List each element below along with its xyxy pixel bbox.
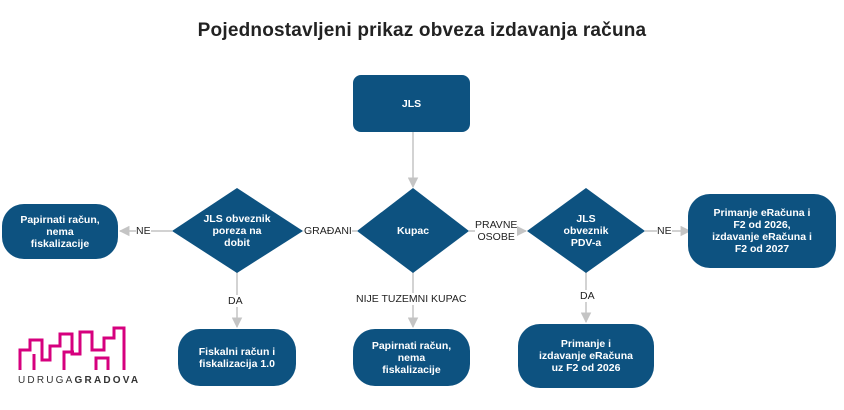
udruga-gradova-logo [16, 324, 136, 374]
edge-label-ne-left: NE [136, 225, 151, 237]
edge-label-ne-right: NE [657, 225, 672, 237]
decision-jls-pdv-label: JLS obveznik PDV-a [563, 213, 609, 249]
node-left-result: Papirnati račun, nema fiskalizacije [2, 204, 118, 259]
node-primanje-izdavanje: Primanje i izdavanje eRačuna uz F2 od 2026 [518, 324, 654, 388]
edge-label-pravne-osobe: PRAVNE OSOBE [475, 219, 518, 243]
edge-label-nije-tuzemni: NIJE TUZEMNI KUPAC [356, 293, 467, 305]
logo-text-part1: UDRUGA [18, 375, 75, 386]
node-fiskalni: Fiskalni račun i fiskalizacija 1.0 [178, 329, 296, 386]
logo-text [18, 375, 140, 386]
node-jls: JLS [353, 75, 470, 132]
edge-label-da-right: DA [580, 290, 595, 302]
edge-label-gradjani: GRAĐANI [304, 225, 352, 237]
edge-label-da-left: DA [228, 295, 243, 307]
decision-kupac-label: Kupac [396, 225, 430, 237]
node-primanje-right: Primanje eRačuna i F2 od 2026, izdavanje eRačuna i F2 od 2027 [688, 194, 836, 268]
decision-jls-porez-label: JLS obveznik poreza na dobit [203, 213, 271, 249]
logo-text-part2: GRADOVA [74, 375, 141, 386]
page-title: Pojednostavljeni prikaz obveza izdavanja računa [197, 20, 647, 41]
node-middle-result: Papirnati račun, nema fiskalizacije [353, 329, 470, 386]
